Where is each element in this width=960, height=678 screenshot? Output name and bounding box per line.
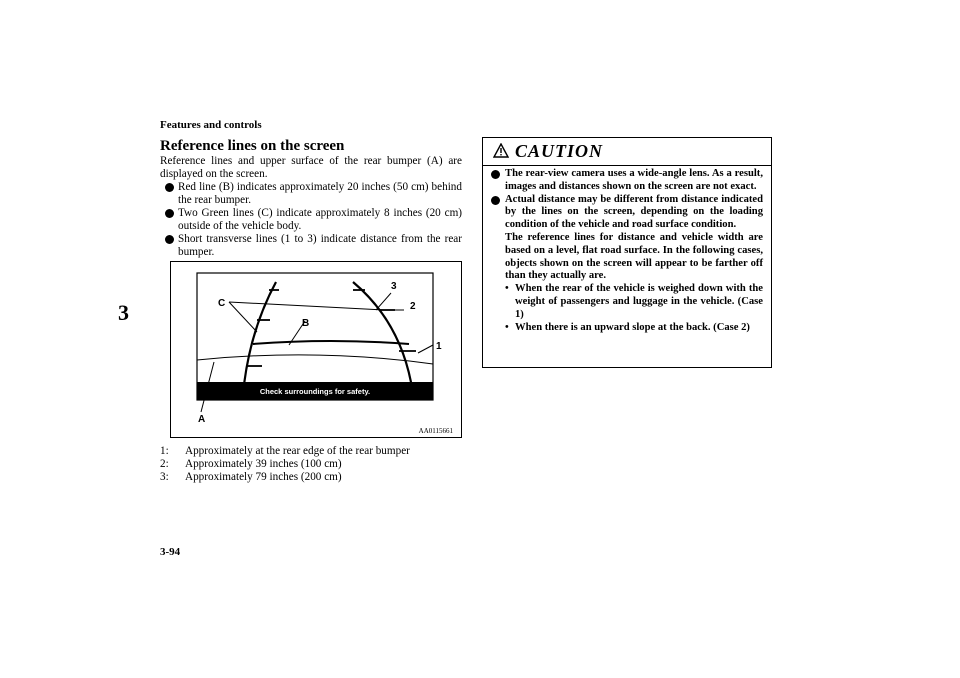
warning-triangle-icon bbox=[493, 143, 509, 158]
caution-subitem: • When there is an upward slope at the back. (Case 2) bbox=[505, 321, 750, 333]
caution-title: CAUTION bbox=[515, 141, 604, 161]
bullet-icon bbox=[165, 209, 174, 218]
camera-screen-illustration bbox=[171, 262, 461, 437]
main-column bbox=[160, 137, 462, 259]
caution-box bbox=[482, 137, 772, 368]
list-item: Two Green lines (C) indicate approximately 8 inches (20 cm) outside of the vehicle body. bbox=[160, 207, 462, 233]
list-item: Short transverse lines (1 to 3) indicate distance from the rear bumper. bbox=[160, 233, 462, 259]
label-3: 3 bbox=[391, 281, 397, 292]
caution-body bbox=[483, 166, 771, 334]
label-1: 1 bbox=[436, 341, 442, 352]
caution-item: Actual distance may be different from distance indicated by the lines on the screen, depending on the loading condition of the vehicle and road surface condition. The reference lines for distance and vehicle width are based on a level, flat road surface. In the following cases, objects shown on the screen will appear to be farther off than they actually are. • When the rear of the vehicle is weighed down with the weight of passengers and luggage in the vehicle. (Case 1) • When there is an upward slope at the back. (Case 2) bbox=[491, 194, 763, 335]
bullet-icon bbox=[165, 235, 174, 244]
caution-header bbox=[483, 138, 771, 166]
feature-list bbox=[160, 181, 462, 259]
label-b: B bbox=[302, 318, 310, 329]
bullet-icon bbox=[165, 183, 174, 192]
page-number: 3-94 bbox=[160, 546, 181, 558]
bullet-icon bbox=[491, 196, 500, 205]
section-header: Features and controls bbox=[160, 119, 262, 131]
chapter-number: 3 bbox=[118, 300, 129, 325]
label-2: 2 bbox=[410, 301, 416, 312]
label-c: C bbox=[218, 298, 226, 309]
label-a: A bbox=[198, 414, 206, 425]
caution-subitem: • When the rear of the vehicle is weighed down with the weight of passengers and luggage in the vehicle. (Case 1) bbox=[505, 283, 763, 320]
safety-banner-text: Check surroundings for safety. bbox=[259, 387, 371, 396]
bullet-icon bbox=[491, 170, 500, 179]
legend-item: 2: Approximately 39 inches (100 cm) bbox=[160, 458, 342, 470]
caution-item: The rear-view camera uses a wide-angle lens. As a result, images and distances shown on the screen are not exact. bbox=[491, 168, 763, 194]
section-title: Reference lines on the screen bbox=[160, 138, 345, 154]
list-item: Red line (B) indicates approximately 20 inches (50 cm) behind the rear bumper. bbox=[160, 181, 462, 207]
reference-lines-figure bbox=[170, 261, 462, 438]
figure-code: AA0115661 bbox=[418, 427, 453, 435]
legend-item: 1: Approximately at the rear edge of the rear bumper bbox=[160, 445, 410, 457]
figure-legend bbox=[160, 445, 410, 484]
intro-paragraph: Reference lines and upper surface of the rear bumper (A) are displayed on the screen. bbox=[160, 155, 462, 180]
legend-item: 3: Approximately 79 inches (200 cm) bbox=[160, 471, 342, 483]
